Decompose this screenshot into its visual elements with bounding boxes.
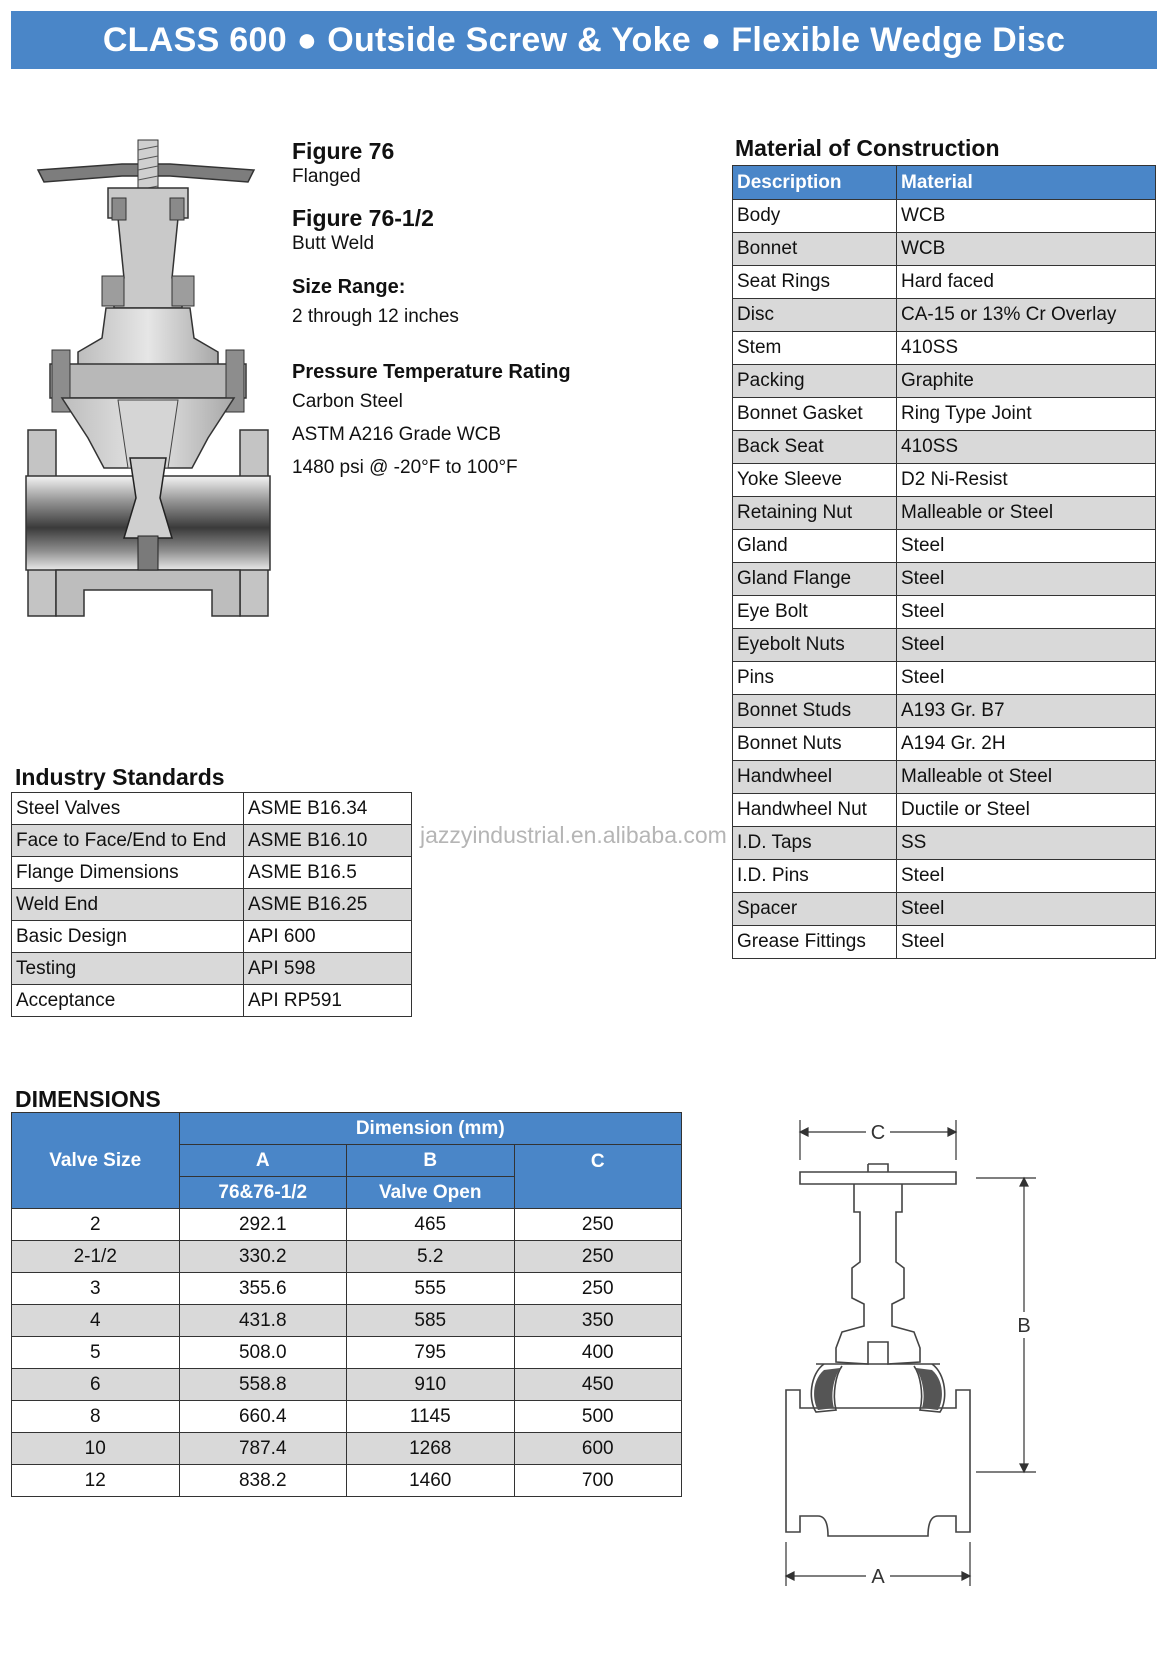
dimensions-row bbox=[12, 1401, 682, 1433]
materials-row bbox=[733, 266, 1156, 299]
dimensions-row-cell: 250 bbox=[514, 1241, 682, 1273]
pressure-rating-title: Pressure Temperature Rating bbox=[292, 361, 571, 383]
figure-76-title: Figure 76 bbox=[292, 138, 395, 164]
materials-row-cell: Retaining Nut bbox=[733, 497, 897, 530]
standards-row bbox=[12, 825, 412, 857]
materials-row-cell: Handwheel bbox=[733, 761, 897, 794]
materials-row bbox=[733, 596, 1156, 629]
dimension-outline-drawing bbox=[780, 1112, 1070, 1597]
dimensions-row-cell: 350 bbox=[514, 1305, 682, 1337]
dimensions-row-cell: 500 bbox=[514, 1401, 682, 1433]
dimensions-row-cell: 910 bbox=[347, 1369, 515, 1401]
dimensions-row-cell: 431.8 bbox=[179, 1305, 347, 1337]
dimensions-row-cell: 1460 bbox=[347, 1465, 515, 1497]
col-b-header: B bbox=[347, 1145, 515, 1177]
materials-row bbox=[733, 464, 1156, 497]
dimensions-row-cell: 10 bbox=[12, 1433, 180, 1465]
dimensions-row bbox=[12, 1433, 682, 1465]
valve-info bbox=[292, 138, 712, 484]
size-range-title: Size Range: bbox=[292, 276, 406, 298]
dimensions-row-cell: 700 bbox=[514, 1465, 682, 1497]
materials-row-cell: Steel bbox=[897, 893, 1156, 926]
dimensions-row-cell: 12 bbox=[12, 1465, 180, 1497]
dimensions-row bbox=[12, 1305, 682, 1337]
materials-title: Material of Construction bbox=[735, 135, 1000, 161]
figure-76-half-title: Figure 76-1/2 bbox=[292, 205, 434, 231]
dimensions-row-cell: 585 bbox=[347, 1305, 515, 1337]
materials-row-cell: Ductile or Steel bbox=[897, 794, 1156, 827]
standards-row-cell: Acceptance bbox=[12, 985, 244, 1017]
col-b-subheader: Valve Open bbox=[347, 1177, 515, 1209]
materials-row-cell: Steel bbox=[897, 530, 1156, 563]
size-range-value: 2 through 12 inches bbox=[292, 306, 459, 327]
materials-row-cell: I.D. Taps bbox=[733, 827, 897, 860]
materials-row bbox=[733, 431, 1156, 464]
materials-row-cell: Steel bbox=[897, 563, 1156, 596]
figure-76-subtitle: Flanged bbox=[292, 166, 361, 187]
materials-row bbox=[733, 332, 1156, 365]
standards-row-cell: API 598 bbox=[244, 953, 412, 985]
dimensions-row bbox=[12, 1337, 682, 1369]
materials-row bbox=[733, 299, 1156, 332]
standards-row-cell: Weld End bbox=[12, 889, 244, 921]
materials-row-cell: CA-15 or 13% Cr Overlay bbox=[897, 299, 1156, 332]
materials-row bbox=[733, 926, 1156, 959]
dimensions-row bbox=[12, 1465, 682, 1497]
materials-row-cell: Pins bbox=[733, 662, 897, 695]
materials-row-cell: Eye Bolt bbox=[733, 596, 897, 629]
materials-row-cell: Steel bbox=[897, 596, 1156, 629]
materials-row-cell: 410SS bbox=[897, 431, 1156, 464]
dimensions-row-cell: 5.2 bbox=[347, 1241, 515, 1273]
standards-row-cell: ASME B16.25 bbox=[244, 889, 412, 921]
dimensions-row-cell: 3 bbox=[12, 1273, 180, 1305]
materials-row-cell: Steel bbox=[897, 662, 1156, 695]
dimensions-row-cell: 330.2 bbox=[179, 1241, 347, 1273]
standards-row-cell: API RP591 bbox=[244, 985, 412, 1017]
valve-size-header: Valve Size bbox=[12, 1113, 180, 1209]
materials-row-cell: Graphite bbox=[897, 365, 1156, 398]
materials-row-cell: WCB bbox=[897, 233, 1156, 266]
dimensions-row-cell: 787.4 bbox=[179, 1433, 347, 1465]
materials-row-cell: Malleable ot Steel bbox=[897, 761, 1156, 794]
dimensions-title: DIMENSIONS bbox=[15, 1086, 161, 1112]
standards-row bbox=[12, 857, 412, 889]
standards-table bbox=[11, 792, 412, 1017]
standards-row-cell: Basic Design bbox=[12, 921, 244, 953]
materials-row-cell: Bonnet Gasket bbox=[733, 398, 897, 431]
standards-title: Industry Standards bbox=[15, 764, 225, 790]
materials-row bbox=[733, 761, 1156, 794]
standards-row-cell: Testing bbox=[12, 953, 244, 985]
dimensions-row-cell: 2 bbox=[12, 1209, 180, 1241]
materials-row bbox=[733, 662, 1156, 695]
materials-row bbox=[733, 629, 1156, 662]
materials-row-cell: I.D. Pins bbox=[733, 860, 897, 893]
materials-row-cell: Ring Type Joint bbox=[897, 398, 1156, 431]
materials-row-cell: Spacer bbox=[733, 893, 897, 926]
page-banner: CLASS 600 ● Outside Screw & Yoke ● Flexible Wedge Disc bbox=[11, 11, 1157, 69]
standards-row-cell: ASME B16.5 bbox=[244, 857, 412, 889]
pressure-rating-line: Carbon Steel bbox=[292, 391, 403, 412]
dimensions-row-cell: 660.4 bbox=[179, 1401, 347, 1433]
dimensions-row bbox=[12, 1209, 682, 1241]
materials-row-cell: Packing bbox=[733, 365, 897, 398]
materials-row bbox=[733, 695, 1156, 728]
dimensions-row-cell: 250 bbox=[514, 1209, 682, 1241]
materials-row bbox=[733, 398, 1156, 431]
materials-row bbox=[733, 365, 1156, 398]
figure-76-half-subtitle: Butt Weld bbox=[292, 233, 375, 254]
materials-row-cell: Seat Rings bbox=[733, 266, 897, 299]
materials-row-cell: Bonnet bbox=[733, 233, 897, 266]
standards-row-cell: Flange Dimensions bbox=[12, 857, 244, 889]
drawing-label-b: B bbox=[1017, 1315, 1031, 1337]
dimensions-row-cell: 292.1 bbox=[179, 1209, 347, 1241]
dimensions-row-cell: 838.2 bbox=[179, 1465, 347, 1497]
materials-row-cell: SS bbox=[897, 827, 1156, 860]
materials-row-cell: Yoke Sleeve bbox=[733, 464, 897, 497]
dimensions-row bbox=[12, 1273, 682, 1305]
dimensions-row-cell: 600 bbox=[514, 1433, 682, 1465]
materials-header-material: Material bbox=[897, 166, 1156, 200]
valve-cutaway-illustration bbox=[22, 138, 274, 660]
standards-row-cell: ASME B16.10 bbox=[244, 825, 412, 857]
materials-row bbox=[733, 563, 1156, 596]
materials-row-cell: Malleable or Steel bbox=[897, 497, 1156, 530]
dimensions-row-cell: 555 bbox=[347, 1273, 515, 1305]
materials-row-cell: Hard faced bbox=[897, 266, 1156, 299]
dimensions-row-cell: 4 bbox=[12, 1305, 180, 1337]
watermark: jazzyindustrial.en.alibaba.com bbox=[420, 822, 727, 848]
materials-row-cell: Gland bbox=[733, 530, 897, 563]
drawing-label-c: C bbox=[870, 1122, 886, 1144]
standards-row-cell: Steel Valves bbox=[12, 793, 244, 825]
dimensions-row-cell: 6 bbox=[12, 1369, 180, 1401]
materials-row-cell: Bonnet Studs bbox=[733, 695, 897, 728]
materials-header-row bbox=[733, 166, 1156, 200]
dimensions-row-cell: 355.6 bbox=[179, 1273, 347, 1305]
dimensions-row bbox=[12, 1369, 682, 1401]
standards-row-cell: ASME B16.34 bbox=[244, 793, 412, 825]
standards-row bbox=[12, 889, 412, 921]
materials-row-cell: Eyebolt Nuts bbox=[733, 629, 897, 662]
materials-row-cell: Grease Fittings bbox=[733, 926, 897, 959]
pressure-rating-line: ASTM A216 Grade WCB bbox=[292, 424, 502, 445]
materials-row-cell: A193 Gr. B7 bbox=[897, 695, 1156, 728]
materials-row bbox=[733, 827, 1156, 860]
dimensions-row-cell: 8 bbox=[12, 1401, 180, 1433]
dimensions-row-cell: 2-1/2 bbox=[12, 1241, 180, 1273]
materials-row-cell: D2 Ni-Resist bbox=[897, 464, 1156, 497]
dimensions-row-cell: 795 bbox=[347, 1337, 515, 1369]
dimensions-row bbox=[12, 1241, 682, 1273]
materials-row bbox=[733, 233, 1156, 266]
materials-row-cell: 410SS bbox=[897, 332, 1156, 365]
materials-row-cell: Steel bbox=[897, 629, 1156, 662]
dimensions-table bbox=[11, 1112, 682, 1497]
dimensions-row-cell: 508.0 bbox=[179, 1337, 347, 1369]
materials-row-cell: Back Seat bbox=[733, 431, 897, 464]
col-c-header: C bbox=[514, 1145, 682, 1209]
materials-row-cell: Gland Flange bbox=[733, 563, 897, 596]
standards-row bbox=[12, 953, 412, 985]
pressure-rating-line: 1480 psi @ -20°F to 100°F bbox=[292, 457, 518, 478]
dimensions-row-cell: 465 bbox=[347, 1209, 515, 1241]
standards-row bbox=[12, 985, 412, 1017]
standards-row bbox=[12, 921, 412, 953]
materials-row-cell: Disc bbox=[733, 299, 897, 332]
dimensions-row-cell: 558.8 bbox=[179, 1369, 347, 1401]
materials-row-cell: Steel bbox=[897, 926, 1156, 959]
dimensions-row-cell: 5 bbox=[12, 1337, 180, 1369]
dimensions-row-cell: 450 bbox=[514, 1369, 682, 1401]
standards-row-cell: API 600 bbox=[244, 921, 412, 953]
materials-row bbox=[733, 530, 1156, 563]
materials-row-cell: Bonnet Nuts bbox=[733, 728, 897, 761]
materials-row-cell: WCB bbox=[897, 200, 1156, 233]
dimensions-row-cell: 250 bbox=[514, 1273, 682, 1305]
materials-row bbox=[733, 200, 1156, 233]
standards-row-cell: Face to Face/End to End bbox=[12, 825, 244, 857]
materials-row bbox=[733, 497, 1156, 530]
dimensions-row-cell: 1145 bbox=[347, 1401, 515, 1433]
materials-row bbox=[733, 794, 1156, 827]
materials-table bbox=[732, 165, 1156, 959]
dimensions-row-cell: 1268 bbox=[347, 1433, 515, 1465]
dimension-group-header: Dimension (mm) bbox=[179, 1113, 682, 1145]
materials-row bbox=[733, 728, 1156, 761]
col-a-subheader: 76&76-1/2 bbox=[179, 1177, 347, 1209]
materials-row-cell: Stem bbox=[733, 332, 897, 365]
materials-row-cell: A194 Gr. 2H bbox=[897, 728, 1156, 761]
materials-row-cell: Handwheel Nut bbox=[733, 794, 897, 827]
dimensions-row-cell: 400 bbox=[514, 1337, 682, 1369]
materials-header-description: Description bbox=[733, 166, 897, 200]
standards-row bbox=[12, 793, 412, 825]
col-a-header: A bbox=[179, 1145, 347, 1177]
materials-row-cell: Steel bbox=[897, 860, 1156, 893]
materials-row-cell: Body bbox=[733, 200, 897, 233]
materials-row bbox=[733, 860, 1156, 893]
materials-row bbox=[733, 893, 1156, 926]
drawing-label-a: A bbox=[871, 1566, 885, 1588]
